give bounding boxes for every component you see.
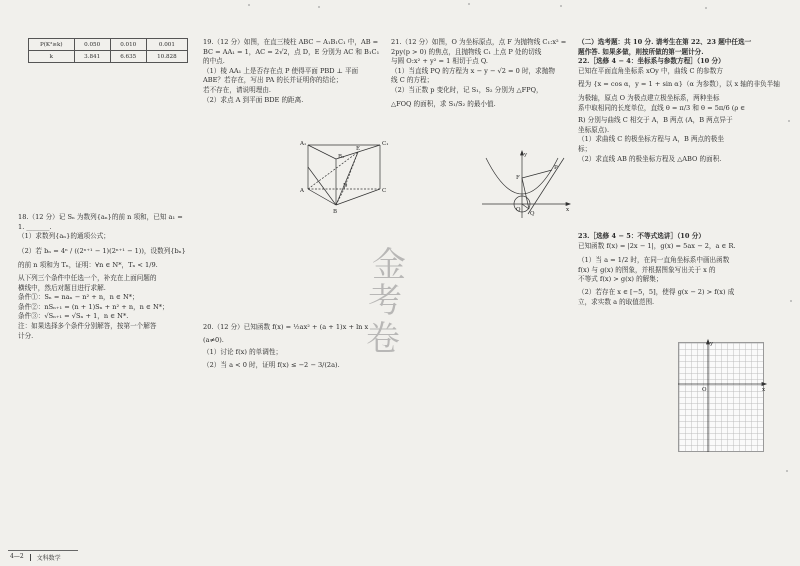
footer-rule <box>8 550 78 551</box>
q20-line: 20.（12 分）已知函数 f(x) = ½ax² + (a + 1)x + ln x <box>203 323 369 331</box>
q21-line: （1）当直线 PQ 的方程为 x − y − √2 = 0 时，求抛物 <box>391 66 555 75</box>
x-axis-arrow <box>566 203 570 206</box>
q18-line: 从下列三个条件中任选一个，补充在上面问题的 <box>18 273 157 282</box>
q23-line: f(x) 与 g(x) 的图象，并根据图象写出关于 x 的 <box>578 265 716 274</box>
q19-line: ABE？若存在，写出 PA 的长并证明你的结论； <box>203 76 343 85</box>
label-d: D <box>343 183 348 189</box>
page-footer <box>10 553 61 562</box>
q18-line: 18.（12 分）记 Sₙ 为数列{aₙ}的前 n 项和，已知 a₁ = <box>18 213 183 221</box>
table-cell: 0.001 <box>146 39 187 51</box>
q21-line: （2）当正数 p 变化时，记 S₁，S₂ 分别为 △FPQ， <box>391 85 543 94</box>
q22-line: 为极轴，原点 O 为极点建立极坐标系，两种坐标 <box>578 93 720 102</box>
grid-axes <box>672 336 772 456</box>
q18-line: 注：如果选择多个条件分别解答，按第一个解答 <box>18 321 157 330</box>
label-c: C <box>382 188 387 194</box>
watermark-char: 金 <box>372 245 406 285</box>
watermark-char: 卷 <box>366 319 400 359</box>
q23-line: 23.［选修 4 − 5：不等式选讲］（10 分） <box>578 232 705 240</box>
label-a1: A₁ <box>300 141 307 147</box>
page-number: 4—2 <box>10 553 24 560</box>
q23-line: 已知函数 f(x) = |2x − 1|，g(x) = 5ax − 2，a ∈ R. <box>578 241 736 250</box>
q22-line: 坐标原点). <box>578 125 610 134</box>
table-cell: k <box>29 51 75 63</box>
grid-label-o: O <box>702 387 707 393</box>
q22-line: 程为 {x = cos α，y = 1 + sin α}（α 为参数），以 x 轴的非负半轴 <box>578 80 780 89</box>
question-21 <box>391 38 571 109</box>
scan-speck <box>705 7 707 9</box>
question-20 <box>203 323 383 370</box>
q19-line: （2）求点 A 到平面 BDE 的距离. <box>203 95 304 104</box>
q23-line: （2）若存在 x ∈ [−5，5]，使得 g(x − 2) > f(x) 成 <box>578 287 735 296</box>
question-19 <box>203 38 383 105</box>
grid-label-y: y <box>710 341 714 347</box>
parabola-figure <box>478 148 574 220</box>
q18-line: （1）求数列{aₙ}的通项公式； <box>18 232 110 241</box>
critical-value-table <box>28 38 188 63</box>
q21-line: 线 C 的方程； <box>391 76 434 85</box>
q22-line: 22.［选修 4 − 4：坐标系与参数方程］（10 分） <box>578 57 725 66</box>
q18-line: 条件①：Sₙ = naₙ − n² + n，n ∈ N*； <box>18 293 139 302</box>
table-cell: 6.635 <box>110 51 146 63</box>
q19-line: 19.（12 分）如图，在直三棱柱 ABC − A₁B₁C₁ 中，AB = <box>203 38 379 46</box>
scan-speck <box>786 470 788 472</box>
q22-line: （1）求曲线 C 的极坐标方程与 A，B 两点的极坐 <box>578 135 724 144</box>
label-q: Q <box>530 211 535 217</box>
table-cell: 10.828 <box>146 51 187 63</box>
q18-line: 条件③：√Sₙ₊₁ = √Sₙ + 1，n ∈ N*. <box>18 312 129 321</box>
scan-speck <box>318 6 320 8</box>
q21-line: △FOQ 的面积，求 S₁/S₂ 的最小值. <box>391 99 496 108</box>
question-22 <box>578 38 783 164</box>
q23-line: 立，求实数 a 的取值范围. <box>578 297 655 306</box>
q18-line: 横线中，然后对题目进行求解. <box>18 283 106 292</box>
table-cell: P(K²≥k) <box>29 39 75 51</box>
subject-label: 文科数学 <box>36 555 61 562</box>
question-18 <box>18 213 196 341</box>
watermark-char: 考 <box>368 281 402 321</box>
table-cell: 0.050 <box>74 39 110 51</box>
label-x: x <box>566 207 570 213</box>
q22-line: （二）选考题：共 10 分. 请考生在第 22、23 题中任选一 <box>578 38 752 46</box>
q19-line: 若不存在，请说明理由. <box>203 85 272 94</box>
scan-speck <box>248 4 250 6</box>
label-e: E <box>356 146 361 152</box>
q22-line: 标； <box>578 144 592 153</box>
label-o: O <box>516 207 521 213</box>
q19-line: BC = AA₁ = 1，AC = 2√2，点 D，E 分别为 AC 和 B₁C₁ <box>203 47 380 56</box>
label-c1: C₁ <box>382 141 389 147</box>
q18-line: 条件②：nSₙ₊₁ = (n + 1)Sₙ + n² + n，n ∈ N*； <box>18 302 169 311</box>
q19-line: （1）棱 AA₁ 上是否存在点 P 使得平面 PBD ⊥ 平面 <box>203 66 359 75</box>
tangent-line <box>528 158 564 214</box>
q23-line: 不等式 f(x) > g(x) 的解集； <box>578 275 663 284</box>
q18-line: 计分. <box>18 331 34 340</box>
q22-line: 系中取相同的长度单位，直线 θ = π/3 和 θ = 5π/6 (ρ ∈ <box>578 103 746 112</box>
q22-line: 题作答. 如果多做，则按所做的第一题计分. <box>578 47 704 56</box>
grid-x-axis-arrow <box>762 383 766 386</box>
q23-line: （1）当 a = 1/2 时，在同一直角坐标系中画出函数 <box>578 256 730 265</box>
footer-divider <box>30 554 31 561</box>
edge-a1b1 <box>308 145 336 159</box>
q21-line: 2py(p > 0) 的焦点，且抛物线 C₁ 上点 P 处的切线 <box>391 47 542 56</box>
label-b: B <box>333 209 338 215</box>
table-cell: 0.010 <box>110 39 146 51</box>
grid-label-x: x <box>762 387 766 393</box>
scan-speck <box>790 300 792 302</box>
q18-line: （2）若 bₙ = 4ⁿ / ((2ⁿ⁺¹ − 1)(2ⁿ⁺¹ − 1))，设数列{bₙ} <box>18 246 186 255</box>
table-row <box>29 39 188 51</box>
prism-figure <box>296 137 391 217</box>
table-row <box>29 51 188 63</box>
segment-fp <box>522 170 552 178</box>
q22-line: R) 分别与曲线 C 相交于 A，B 两点 (A，B 两点异于 <box>578 116 733 125</box>
label-a: A <box>300 188 304 194</box>
scan-speck <box>560 5 562 7</box>
q20-line: （2）当 a < 0 时，证明 f(x) ≤ −2 − 3/(2a). <box>203 360 340 369</box>
question-23 <box>578 232 783 307</box>
q21-line: 21.（12 分）如图，O 为坐标原点，点 F 为抛物线 C₁:x² = <box>391 38 567 46</box>
label-p: P <box>554 165 558 171</box>
q19-line: 的中点. <box>203 57 225 66</box>
q22-line: （2）求直线 AB 的极坐标方程及 △ABO 的面积. <box>578 154 722 163</box>
table-cell: 3.841 <box>74 51 110 63</box>
label-y: y <box>524 152 528 158</box>
scan-speck <box>788 120 790 122</box>
q18-line: 1. _______. <box>18 222 52 231</box>
edge-ab <box>308 189 336 205</box>
q20-line: (a≠0). <box>203 335 224 344</box>
q20-line: （1）讨论 f(x) 的单调性； <box>203 348 283 357</box>
q18-line: 的前 n 项和为 Tₙ，证明：∀n ∈ N*，Tₙ < 1/9. <box>18 261 158 270</box>
q21-line: 与圆 O:x² + y² = 1 相切于点 Q. <box>391 57 489 66</box>
q22-line: 已知在平面直角坐标系 xOy 中，曲线 C 的参数方 <box>578 66 723 75</box>
scan-speck <box>468 3 470 5</box>
label-b1: B₁ <box>338 154 345 160</box>
label-f: F <box>516 175 520 181</box>
